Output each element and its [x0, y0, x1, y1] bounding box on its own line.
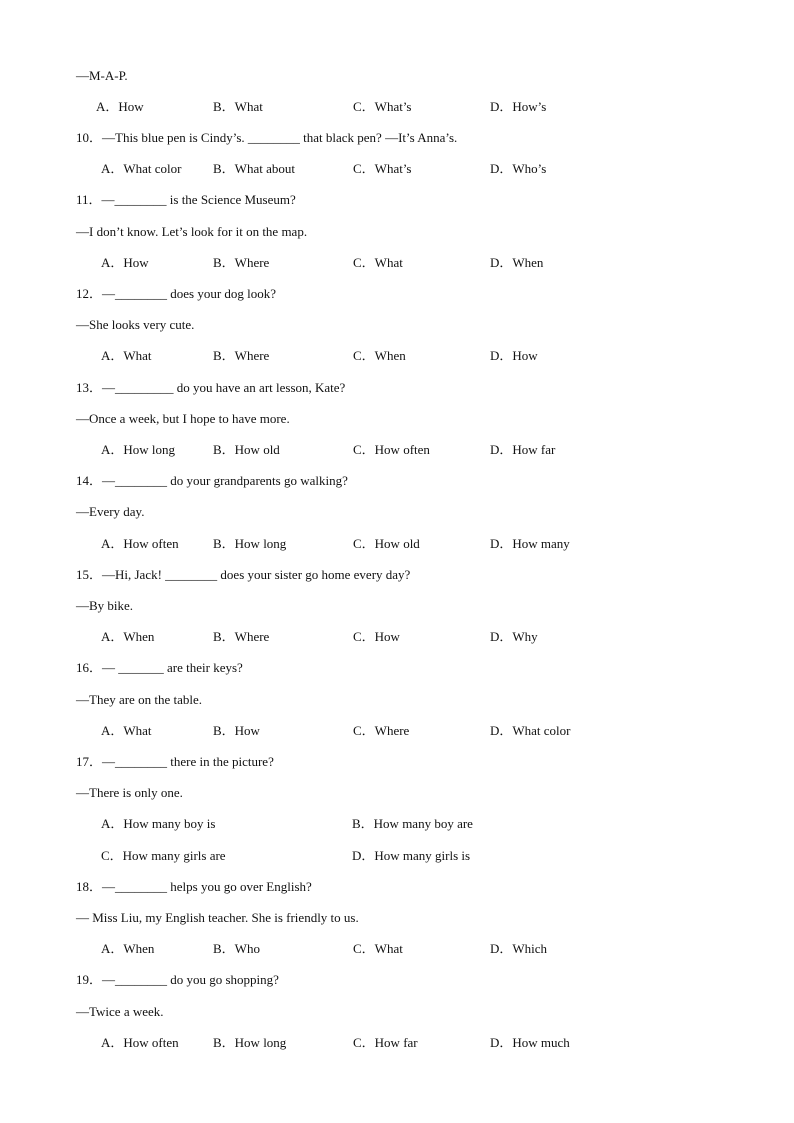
option-c: C．How old	[353, 536, 420, 551]
question-stem: 12．—________ does your dog look?	[76, 286, 277, 301]
option-b: B．Who	[213, 941, 260, 956]
question-stem: 16．— _______ are their keys?	[76, 660, 243, 675]
question-stem: 19．—________ do you go shopping?	[76, 972, 279, 987]
answer-line: —Twice a week.	[76, 1004, 164, 1019]
answer-line: —M-A-P.	[76, 68, 128, 83]
option-c: C．What	[353, 255, 403, 270]
option-b: B．Where	[213, 255, 270, 270]
option-c: C．How many girls are	[101, 848, 226, 863]
answer-line: —I don’t know. Let’s look for it on the map.	[76, 224, 308, 239]
option-d: D．How many girls is	[352, 848, 471, 863]
question-stem: 14．—________ do your grandparents go walking?	[76, 473, 348, 488]
option-d: D．What color	[490, 723, 571, 738]
option-a: A．When	[101, 941, 155, 956]
answer-line: —She looks very cute.	[76, 317, 195, 332]
option-a: A．What	[101, 723, 152, 738]
option-a: A．How often	[101, 536, 179, 551]
option-d: D．How much	[490, 1035, 570, 1050]
option-d: D．How many	[490, 536, 570, 551]
option-d: D．When	[490, 255, 544, 270]
option-b: B．Where	[213, 629, 270, 644]
option-d: D．How’s	[490, 99, 547, 114]
option-a: A．What color	[101, 161, 182, 176]
option-a: A．How long	[101, 442, 176, 457]
option-c: C．How far	[353, 1035, 418, 1050]
answer-line: —Once a week, but I hope to have more.	[76, 411, 290, 426]
answer-line: —They are on the table.	[76, 692, 202, 707]
option-b: B．What about	[213, 161, 295, 176]
option-d: D．Why	[490, 629, 538, 644]
answer-line: —There is only one.	[76, 785, 183, 800]
option-d: D．How far	[490, 442, 556, 457]
option-b: B．How long	[213, 536, 287, 551]
option-d: D．How	[490, 348, 538, 363]
answer-line: — Miss Liu, my English teacher. She is friendly to us.	[76, 910, 359, 925]
option-a: A．When	[101, 629, 155, 644]
option-b: B．How long	[213, 1035, 287, 1050]
option-b: B．What	[213, 99, 263, 114]
option-d: D．Which	[490, 941, 548, 956]
question-stem: 17．—________ there in the picture?	[76, 754, 274, 769]
option-b: B．How old	[213, 442, 280, 457]
question-stem: 11．—________ is the Science Museum?	[76, 192, 296, 207]
option-c: C．How often	[353, 442, 430, 457]
option-b: B．How many boy are	[352, 816, 473, 831]
question-stem: 18．—________ helps you go over English?	[76, 879, 312, 894]
answer-line: —Every day.	[76, 504, 145, 519]
question-stem: 13．—_________ do you have an art lesson, Kate?	[76, 380, 346, 395]
option-c: C．What’s	[353, 161, 412, 176]
option-a: A．How often	[101, 1035, 179, 1050]
option-c: C．How	[353, 629, 400, 644]
option-c: C．What	[353, 941, 403, 956]
option-a: A．What	[101, 348, 152, 363]
option-a: A．How	[101, 255, 149, 270]
option-a: A．How many boy is	[101, 816, 216, 831]
option-b: B．How	[213, 723, 260, 738]
option-c: C．Where	[353, 723, 410, 738]
option-a: A．How	[96, 99, 144, 114]
option-c: C．What’s	[353, 99, 412, 114]
option-b: B．Where	[213, 348, 270, 363]
question-stem: 15．—Hi, Jack! ________ does your sister go home every day?	[76, 567, 411, 582]
option-c: C．When	[353, 348, 406, 363]
question-stem: 10．—This blue pen is Cindy’s. ________ that black pen? —It’s Anna’s.	[76, 130, 458, 145]
option-d: D．Who’s	[490, 161, 547, 176]
answer-line: —By bike.	[76, 598, 134, 613]
